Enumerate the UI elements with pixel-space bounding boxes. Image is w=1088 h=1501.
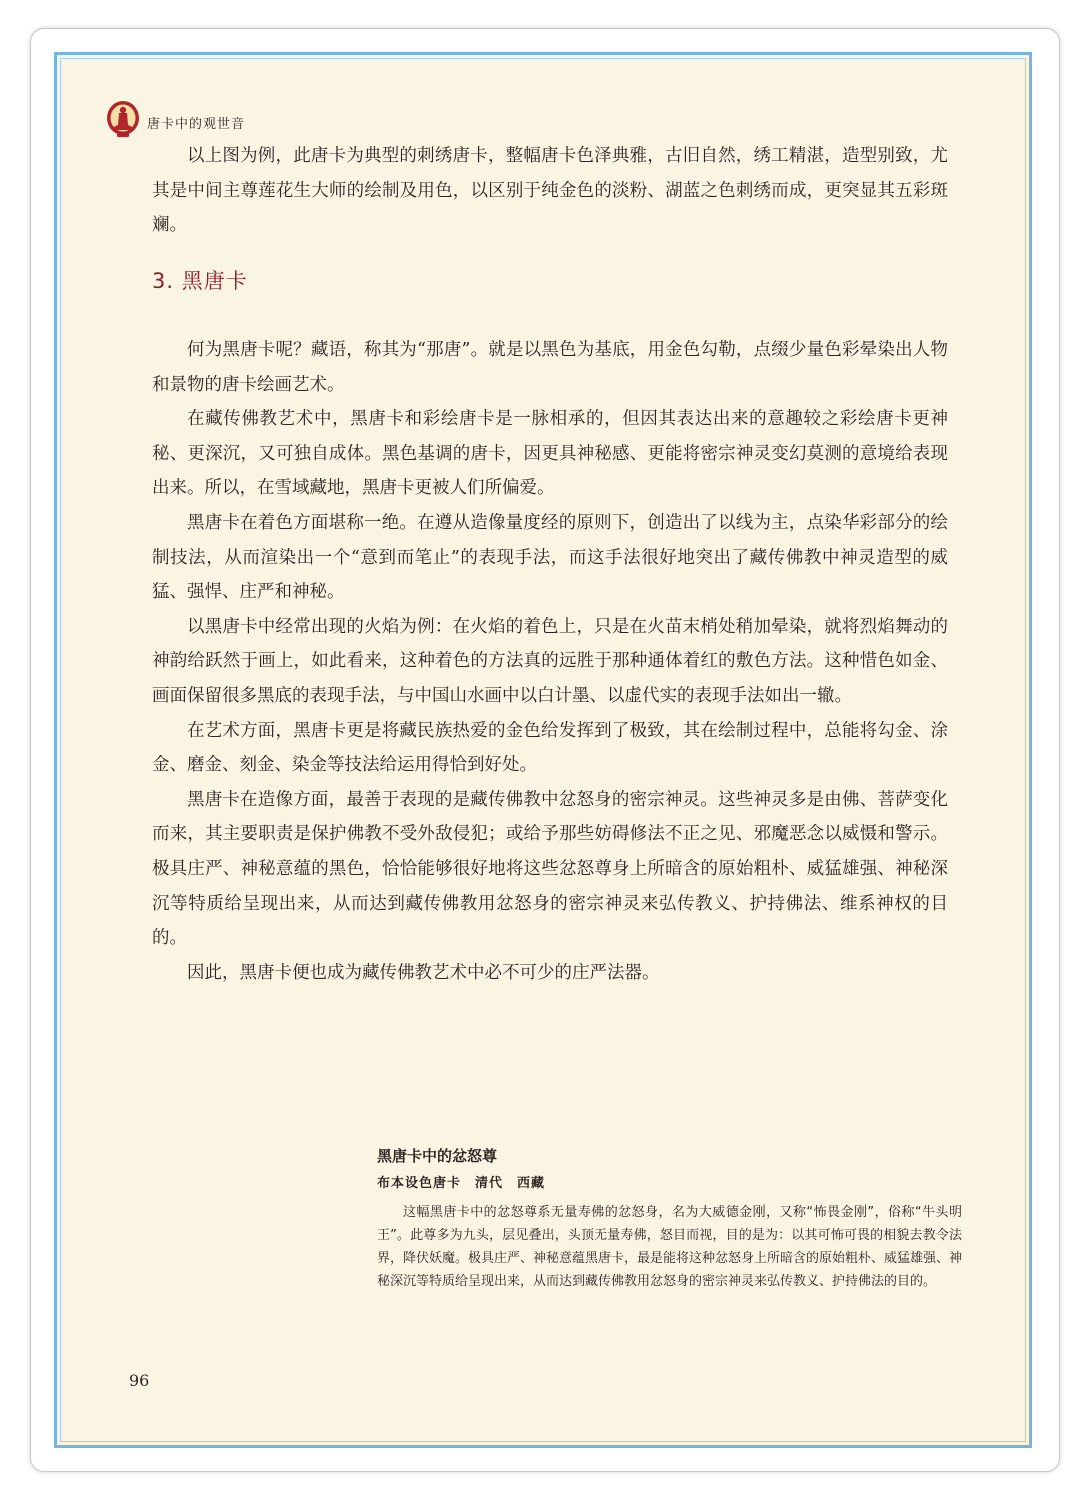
book-page [54,52,1032,1448]
paragraph: 在藏传佛教艺术中，黑唐卡和彩绘唐卡是一脉相承的，但因其表达出来的意趣较之彩绘唐卡更神秘、更深沉，又可独自成体。黑色基调的唐卡，因更具神秘感、更能将密宗神灵变幻莫测的意境给表现出来。所以，在雪域藏地，黑唐卡更被人们所偏爱。 [152,409,948,499]
buddha-figure-icon [105,99,141,139]
running-header-title: 唐卡中的观世音 [147,116,246,132]
paragraph: 在艺术方面，黑唐卡更是将藏民族热爱的金色给发挥到了极致，其在绘制过程中，总能将勾金、涂金、磨金、刻金、染金等技法给运用得恰到好处。 [152,720,948,776]
paragraph: 黑唐卡在着色方面堪称一绝。在遵从造像量度经的原则下，创造出了以线为主，点染华彩部分的绘制技法，从而渲染出一个“意到而笔止”的表现手法，而这手法很好地突出了藏传佛教中神灵造型的威猛、强悍、庄严和神秘。 [152,512,948,603]
intro-paragraph: 以上图为例，此唐卡为典型的刺绣唐卡，整幅唐卡色泽典雅，古旧自然，绣工精湛，造型别致，尤其是中间主尊莲花生大师的绘制及用色，以区别于纯金色的淡粉、湖蓝之色刺绣而成，更突显其五彩斑斓。 [152,146,948,236]
section-body [152,333,948,990]
page-number: 96 [129,1371,150,1390]
paragraph: 何为黑唐卡呢？藏语，称其为“那唐”。就是以黑色为基底，用金色勾勒，点缀少量色彩晕染出人物和景物的唐卡绘画艺术。 [152,340,948,395]
paragraph: 黑唐卡在造像方面，最善于表现的是藏传佛教中忿怒身的密宗神灵。这些神灵多是由佛、菩萨变化而来，其主要职责是保护佛教不受外敌侵犯；或给予那些妨碍修法不正之见、邪魔恶念以威慑和警示。极具庄严、神秘意蕴的黑色，恰恰能够很好地将这些忿怒尊身上所暗含的原始粗朴、威猛雄强、神秘深沉等特质给呈现出来，从而达到藏传佛教用忿怒身的密宗神灵来弘传教义、护持佛法、维系神权的目的。 [152,789,948,949]
paragraph: 以黑唐卡中经常出现的火焰为例：在火焰的着色上，只是在火苗末梢处稍加晕染，就将烈焰舞动的神韵给跃然于画上，如此看来，这种着色的方法真的远胜于那种通体着红的敷色方法。这种惜色如金、画面保留很多黑底的表现手法，与中国山水画中以白计墨、以虚代实的表现手法如出一辙。 [152,616,948,706]
paragraph: 因此，黑唐卡便也成为藏传佛教艺术中必不可少的庄严法器。 [187,962,660,983]
caption-meta: 布本设色唐卡 清代 西藏 [377,1176,546,1191]
intro-text [152,139,948,243]
section-heading: 3. 黑唐卡 [152,269,248,293]
caption-title: 黑唐卡中的忿怒尊 [377,1147,498,1165]
caption-body: 这幅黑唐卡中的忿怒尊系无量寿佛的忿怒身，名为大威德金刚，又称“怖畏金刚”，俗称“牛头明王”。此尊多为九头，层见叠出，头顶无量寿佛，怒目而视，目的是为：以其可怖可畏的相貌去教令法界，降伏妖魔。极具庄严、神秘意蕴黑唐卡，最是能将这种忿怒身上所暗含的原始粗朴、威猛雄强、神秘深沉等特质给呈现出来，从而达到藏传佛教用忿怒身的密宗神灵来弘传教义、护持佛法的目的。 [377,1205,963,1289]
running-header [105,99,245,139]
figure-caption [377,1145,962,1293]
